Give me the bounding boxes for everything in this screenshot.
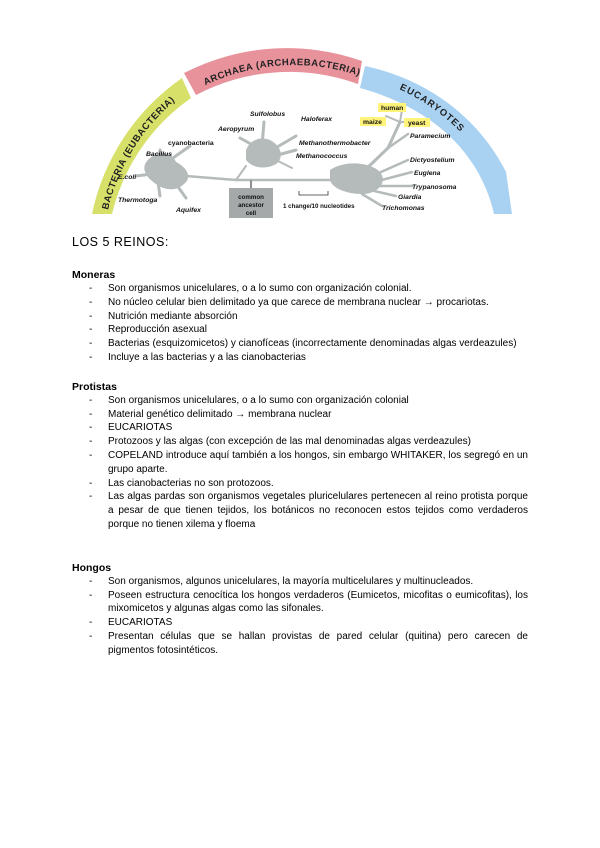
section-title: Moneras — [72, 269, 116, 281]
label-sulfolobus: Sulfolobus — [250, 111, 286, 118]
label-human: human — [381, 105, 404, 112]
label-euglena: Euglena — [414, 170, 441, 177]
label-yeast: yeast — [408, 120, 426, 127]
list-item: - COPELAND introduce aquí también a los hongos, sin embargo WHITAKER, los segregó en un grupo aparte. — [72, 449, 528, 477]
label-cyanobacteria: cyanobacteria — [168, 140, 214, 147]
section-hongos — [72, 562, 528, 658]
list-item: - Son organismos unicelulares, o a lo sumo con organización colonial. — [72, 282, 528, 296]
ancestor-label-3: cell — [245, 210, 257, 217]
list-item: - Poseen estructura cenocítica los hongos verdaderos (Eumicetos, micofitas o eumicofitas), los mixomicetos y algunas algas como las sifonales. — [72, 589, 528, 617]
ancestor-label-2: ancestor — [238, 202, 264, 209]
scale-bar — [299, 191, 328, 195]
label-aquifex: Aquifex — [176, 207, 201, 214]
label-aeropyrum: Aeropyrum — [218, 126, 255, 133]
label-maize: maize — [363, 119, 382, 126]
label-trichomonas: Trichomonas — [382, 205, 425, 212]
list-item: - Reproducción asexual — [72, 323, 528, 337]
label-thermotoga: Thermotoga — [118, 197, 158, 204]
label-haloferax: Haloferax — [301, 116, 332, 123]
label-ecoli: E.coli — [118, 174, 137, 181]
phylogenetic-tree-figure — [0, 0, 600, 225]
list-item: - Presentan células que se hallan provistas de pared celular (quitina) pero carecen de pigmentos fotosintéticos. — [72, 630, 528, 658]
section-title: Hongos — [72, 561, 112, 574]
list-item: - Nutrición mediante absorción — [72, 310, 528, 324]
page-title: LOS 5 REINOS: — [72, 235, 169, 249]
ancestor-label-1: common — [238, 194, 264, 201]
list-item: - Material genético delimitado → membrana nuclear — [72, 408, 528, 422]
list-item: - Protozoos y las algas (con excepción de las mal denominadas algas verdeazules) — [72, 435, 528, 449]
label-trypanosoma: Trypanosoma — [412, 184, 457, 191]
archaea-domain-label: ARCHAEA (ARCHAEBACTERIA) — [201, 57, 362, 89]
document-body — [72, 235, 528, 674]
section-protistas — [72, 381, 528, 532]
list-item: - Son organismos unicelulares, o a lo sumo con organización colonial — [72, 394, 528, 408]
list-item: - EUCARIOTAS — [72, 421, 528, 435]
list-item: - Incluye a las bacterias y a las cianobacterias — [72, 351, 528, 365]
list-item: - No núcleo celular bien delimitado ya que carece de membrana nuclear → procariotas. — [72, 296, 528, 310]
eucaryotes-domain-label: EUCARYOTES — [398, 81, 467, 135]
list-item: - EUCARIOTAS — [72, 616, 528, 630]
section-title: Protistas — [72, 380, 117, 393]
label-bacillus: Bacillus — [146, 151, 173, 158]
bacteria-domain-label: BACTERIA (EUBACTERIA) — [100, 94, 178, 211]
list-item: - Bacterias (esquizomicetos) y cianofíceas (incorrectamente denominadas algas verdeazules) — [72, 337, 528, 351]
label-dictyostelium: Dictyostelium — [410, 157, 455, 164]
label-methanothermobacter: Methanothermobacter — [299, 140, 371, 147]
scale-label: 1 change/10 nucleotides — [283, 203, 355, 210]
label-methanococcus: Methanococcus — [296, 153, 348, 160]
label-paramecium: Paramecium — [410, 133, 451, 140]
list-item: - Son organismos, algunos unicelulares, la mayoría multicelulares y multinucleados. — [72, 575, 528, 589]
list-item: - Las algas pardas son organismos vegetales pluricelulares pertenecen al reino protista porque a pesar de que tienen tejidos, los botánicos no reconocen estos tejidos como verdaderos porque no tienen xilema y floema — [72, 490, 528, 531]
list-item: - Las cianobacterias no son protozoos. — [72, 477, 528, 491]
label-giardia: Giardia — [398, 194, 422, 201]
section-moneras — [72, 269, 528, 365]
